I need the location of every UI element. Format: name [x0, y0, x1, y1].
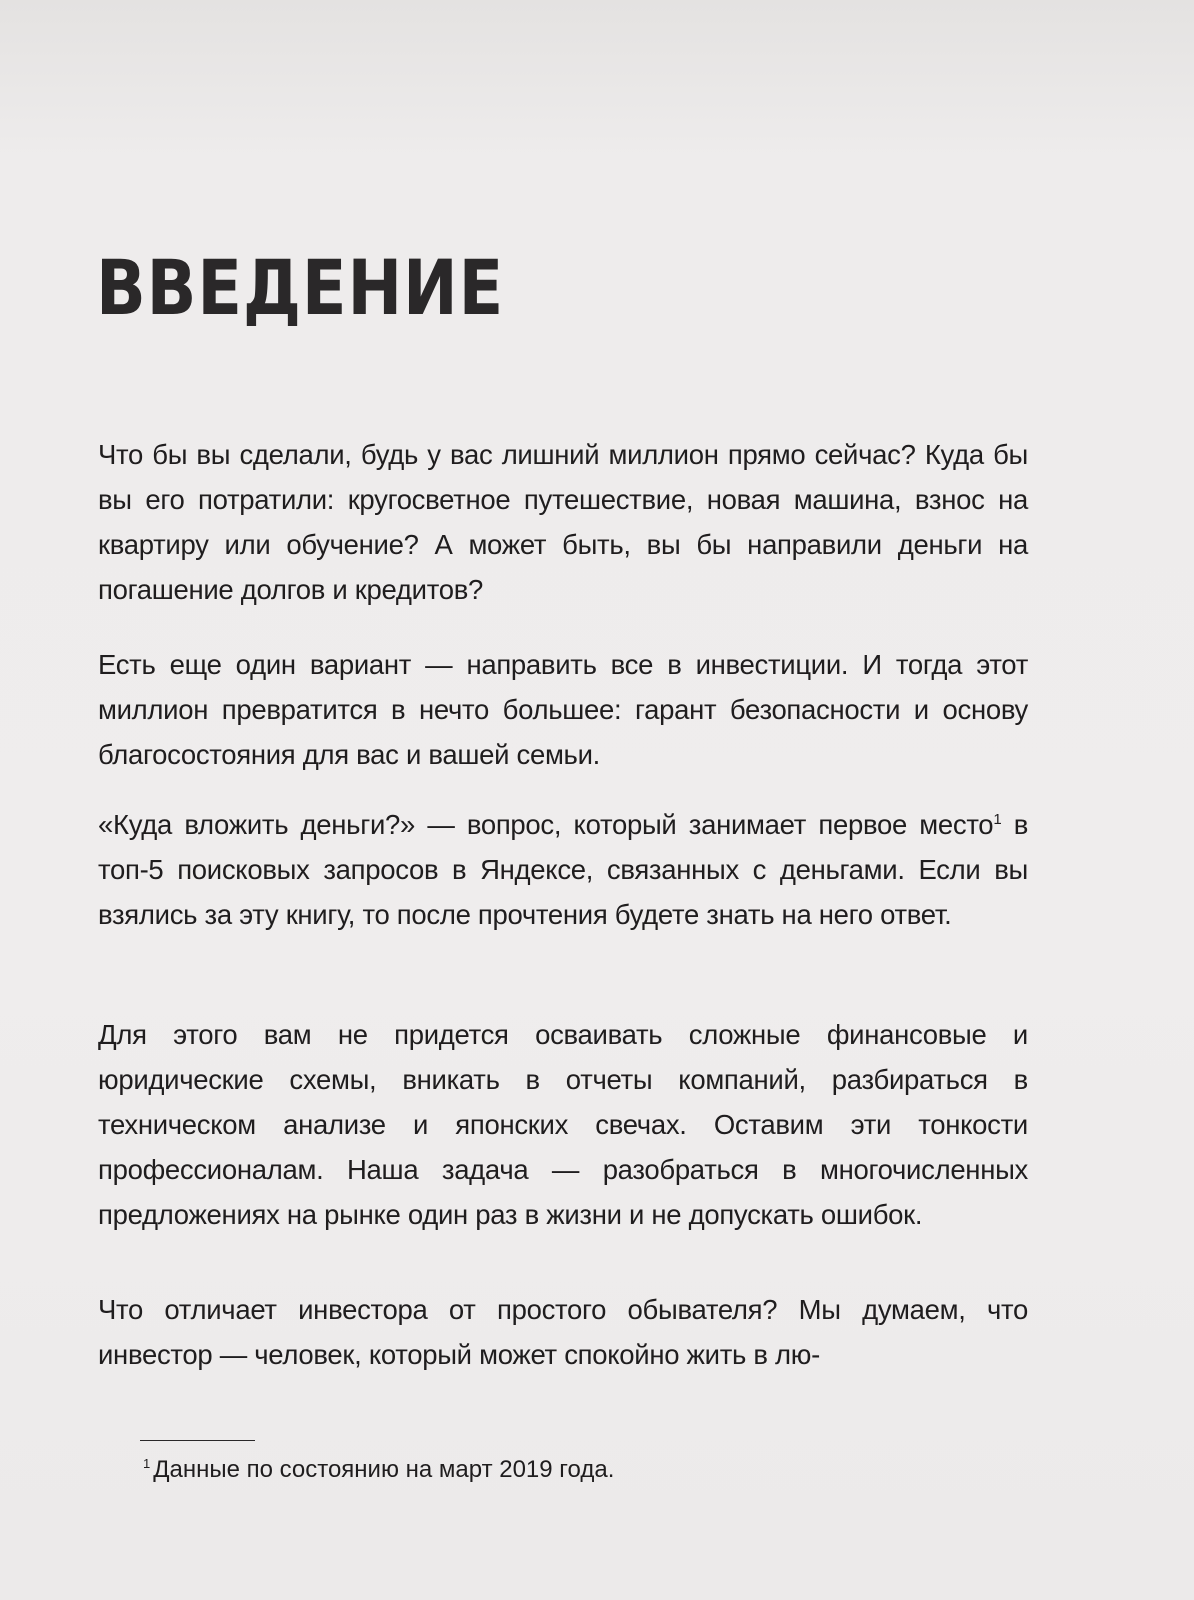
chapter-heading: ВВЕДЕНИЕ	[96, 243, 505, 332]
paragraph-investor-definition: Что отличает инвестора от простого обывателя? Мы думаем, что инвестор — человек, который может спокойно жить в лю-	[98, 1294, 1028, 1370]
footnote	[143, 1450, 614, 1490]
footnote-divider	[140, 1440, 255, 1441]
paragraph-search-query	[98, 802, 1028, 937]
paragraph-no-complex-schemes: Для этого вам не придется осваивать сложные финансовые и юридические схемы, вникать в отчеты компаний, разбираться в техническом анализе и японских свечах. Оставим эти тонкости профессионалам. Наша задача — разобраться в многочисленных предложениях на рынке один раз в жизни и не допускать ошибок.	[98, 1019, 1028, 1230]
footnote-text: Данные по состоянию на март 2019 года.	[153, 1456, 615, 1483]
footnote-marker: 1	[143, 1456, 151, 1471]
paragraph-search-query-text-end: в топ-5 поисковых запросов в Яндексе, связанных с деньгами. Если вы взялись за эту книгу, то после прочтения будете знать на него ответ.	[98, 809, 1029, 930]
footnote-reference: 1	[993, 810, 1002, 828]
paragraph-investment-option: Есть еще один вариант — направить все в инвестиции. И тогда этот миллион превратится в нечто большее: гарант безопасности и основу благосостояния для вас и вашей семьи.	[98, 649, 1028, 770]
paragraph-search-query-text-start: «Куда вложить деньги?» — вопрос, который занимает первое место	[98, 809, 994, 840]
paragraph-intro-question: Что бы вы сделали, будь у вас лишний миллион прямо сейчас? Куда бы вы его потратили: кругосветное путешествие, новая машина, взнос на квартиру или обучение? А может быть, вы бы направили деньги на погашение долгов и кредитов?	[98, 439, 1028, 605]
